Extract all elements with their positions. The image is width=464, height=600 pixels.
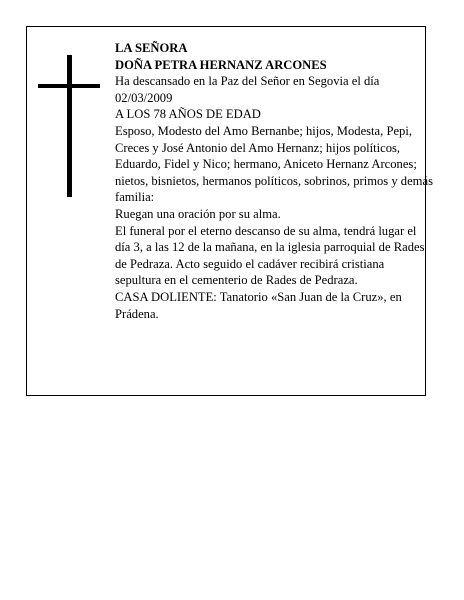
obituary-notice (26, 26, 433, 396)
funeral-details: El funeral por el eterno descanso de su alma, tendrá lugar el día 3, a las 12 de la mañana, en la iglesia parroquial de Rades de Pedraza. Acto seguido el cadáver recibirá cristiana sepultura en el cementerio de Rades de Pedraza. (115, 223, 425, 288)
age-line: A LOS 78 AÑOS DE EDAD (115, 107, 261, 122)
prayer-request: Ruegan una oración por su alma. (115, 206, 281, 221)
cross-icon-vertical-bar (67, 55, 72, 197)
family-list: Esposo, Modesto del Amo Bernanbe; hijos, Modesta, Pepi, Creces y José Antonio del Amo Hernanz; hijos políticos, Eduardo, Fidel y Nico; hermano, Aniceto Hernanz Arcones; nietos, bisnietos, hermanos políticos, sobrinos, primos y demás familia: (115, 123, 433, 205)
casa-doliente: CASA DOLIENTE: Tanatorio «San Juan de la Cruz», en Prádena. (115, 289, 402, 321)
death-announcement: Ha descansado en la Paz del Señor en Segovia el día 02/03/2009 (115, 74, 380, 105)
notice-text (115, 40, 433, 322)
notice-title: LA SEÑORA (115, 41, 188, 55)
deceased-name: DOÑA PETRA HERNANZ ARCONES (115, 57, 327, 72)
cross-icon-horizontal-bar (38, 84, 100, 88)
